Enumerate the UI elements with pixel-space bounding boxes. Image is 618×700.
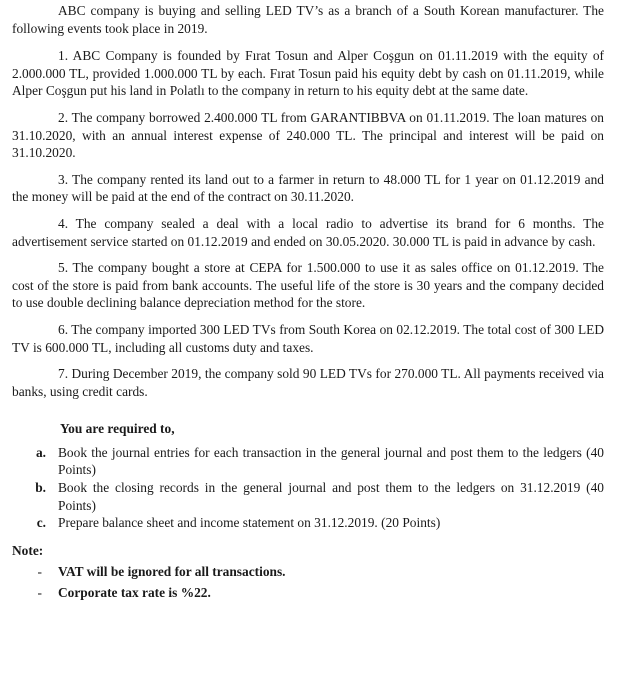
event-text: The company imported 300 LED TVs from South Korea on 02.12.2019. The total cost of 300 LED TV is 600.000 TL, including all customs duty and taxes.	[12, 321, 604, 355]
event-4	[12, 215, 604, 250]
event-3	[12, 171, 604, 206]
note-item-vat	[12, 563, 604, 581]
note-text: VAT will be ignored for all transactions.	[58, 564, 286, 580]
requirement-b	[12, 479, 604, 514]
requirement-marker: b.	[35, 480, 46, 496]
event-text: The company rented its land out to a farmer in return to 48.000 TL for 1 year on 01.12.2019 and the money will be paid at the end of the contract on 30.11.2020.	[12, 171, 604, 205]
requirement-text: Book the closing records in the general journal and post them to the ledgers on 31.12.2019 (40 Points)	[58, 480, 604, 513]
event-2	[12, 109, 604, 162]
requirement-text: Prepare balance sheet and income statement on 31.12.2019. (20 Points)	[58, 515, 441, 531]
event-text: The company borrowed 2.400.000 TL from GARANTIBBVA on 01.11.2019. The loan matures on 31.10.2020, with an annual interest expense of 240.000 TL. The principal and interest will be paid on 31.10.2020.	[12, 109, 605, 161]
event-5	[12, 259, 604, 312]
event-number: 3.	[58, 171, 69, 187]
note-list	[12, 563, 604, 601]
event-number: 6.	[58, 321, 69, 337]
requirement-c	[12, 514, 604, 532]
event-number: 2.	[58, 109, 69, 125]
requirements-heading: You are required to,	[60, 421, 175, 437]
event-number: 7.	[58, 366, 69, 382]
requirement-marker: c.	[36, 515, 46, 531]
event-6	[12, 321, 604, 356]
event-text: ABC Company is founded by Fırat Tosun and Alper Coşgun on 01.11.2019 with the equity of 2.000.000 TL, provided 1.000.000 TL by each. Fırat Tosun paid his equity debt by cash on 01.11.2019, while Alper Coşgun put his land in Polatlı to the company in return to his equity debt at the same date.	[12, 48, 605, 99]
note-dash: -	[37, 585, 42, 601]
event-number: 5.	[58, 260, 69, 276]
note-dash: -	[37, 564, 42, 580]
requirement-marker: a.	[35, 444, 46, 460]
event-number: 1.	[58, 48, 69, 64]
event-number: 4.	[58, 215, 69, 231]
note-text: Corporate tax rate is %22.	[58, 585, 211, 601]
note-title: Note:	[12, 542, 44, 558]
event-text: The company sealed a deal with a local radio to advertise its brand for 6 months. The advertisement service started on 01.12.2019 and ended on 30.05.2020. 30.000 TL is paid in advance by cash.	[12, 215, 604, 249]
event-text: The company bought a store at CEPA for 1.500.000 to use it as sales office on 01.12.2019. The cost of the store is paid from bank accounts. The useful life of the store is 30 years and the company decided to use double declining balance depreciation method for the store.	[12, 260, 604, 311]
note-item-tax	[12, 584, 604, 602]
event-text: During December 2019, the company sold 90 LED TVs for 270.000 TL. All payments received via banks, using credit cards.	[12, 366, 604, 399]
event-1	[12, 47, 604, 100]
event-7	[12, 365, 604, 400]
requirements-list	[12, 444, 604, 532]
requirement-a	[12, 444, 604, 479]
intro-paragraph: ABC company is buying and selling LED TV’s as a branch of a South Korean manufacturer. The following events took place in 2019.	[12, 3, 604, 36]
requirement-text: Book the journal entries for each transaction in the general journal and post them to the ledgers (40 Points)	[58, 444, 604, 478]
